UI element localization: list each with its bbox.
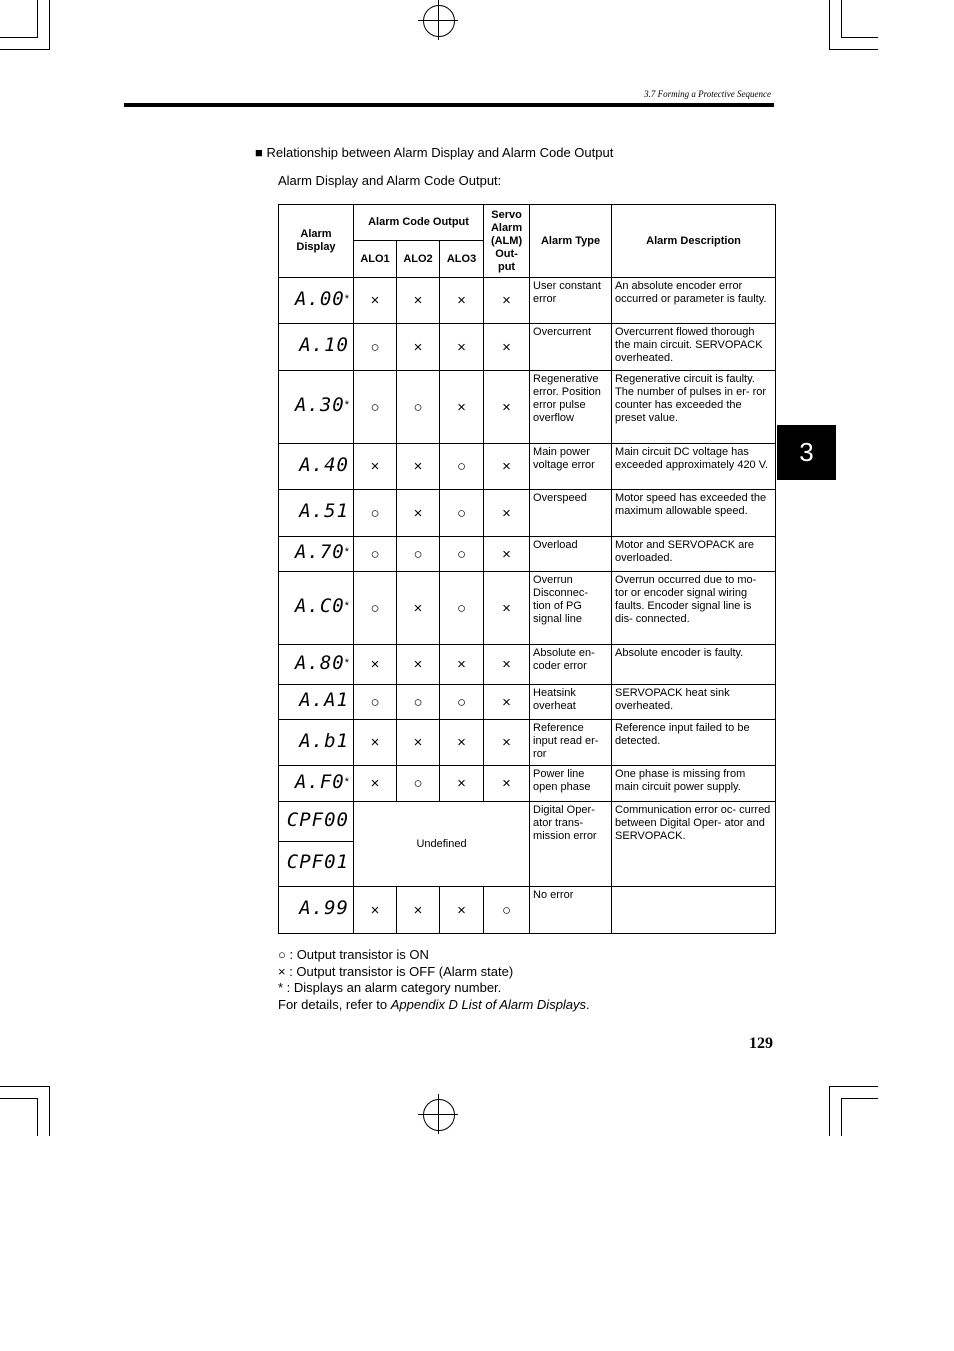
alarm-display: A.00*: [279, 278, 354, 324]
alarm-display-cpf01: CPF01: [279, 842, 354, 887]
alo1-value: ○: [354, 490, 397, 537]
header-alarm-display: Alarm Display: [279, 205, 354, 278]
alo3-value: ×: [440, 371, 484, 444]
table-row: [279, 720, 776, 766]
alarm-type: No error: [530, 887, 612, 934]
star-marker: *: [344, 292, 349, 305]
undefined-cell: Undefined: [354, 802, 530, 887]
table-row: [279, 490, 776, 537]
alarm-description: An absolute encoder error occurred or parameter is faulty.: [612, 278, 776, 324]
alo1-value: ×: [354, 278, 397, 324]
alarm-type: Main power voltage error: [530, 444, 612, 490]
alarm-description: [612, 887, 776, 934]
table-row: [279, 685, 776, 720]
alo1-value: ○: [354, 572, 397, 645]
alarm-description: One phase is missing from main circuit power supply.: [612, 766, 776, 802]
alo3-value: ×: [440, 720, 484, 766]
alarm-display: A.80*: [279, 645, 354, 685]
alarm-type: Power line open phase: [530, 766, 612, 802]
header-rule: [124, 103, 774, 107]
alo3-value: ○: [440, 572, 484, 645]
star-marker: *: [344, 775, 349, 788]
table-row: [279, 645, 776, 685]
alo2-value: ×: [397, 720, 440, 766]
table-row: [279, 278, 776, 324]
alo2-value: ○: [397, 537, 440, 572]
header-alo1: ALO1: [354, 241, 397, 278]
section-heading: ■ Relationship between Alarm Display and Alarm Code Output: [255, 145, 614, 160]
header-alarm-description: Alarm Description: [612, 205, 776, 278]
alo1-value: ×: [354, 766, 397, 802]
alarm-display: A.30*: [279, 371, 354, 444]
alo2-value: ○: [397, 766, 440, 802]
alm-value: ×: [484, 324, 530, 371]
header-alo3: ALO3: [440, 241, 484, 278]
alarm-type: Overspeed: [530, 490, 612, 537]
alo2-value: ×: [397, 887, 440, 934]
alo3-value: ×: [440, 278, 484, 324]
alo1-value: ×: [354, 887, 397, 934]
legend-on: ○ : Output transistor is ON: [278, 947, 429, 962]
header-alo2: ALO2: [397, 241, 440, 278]
star-marker: *: [344, 546, 349, 558]
alarm-display: A.b1: [279, 720, 354, 766]
alarm-display: A.10: [279, 324, 354, 371]
alarm-description-cpf: Communication error oc- curred between Digital Oper- ator and SERVOPACK.: [612, 802, 776, 887]
alo3-value: ×: [440, 645, 484, 685]
alarm-description: SERVOPACK heat sink overheated.: [612, 685, 776, 720]
alarm-description: Overcurrent flowed thorough the main circuit. SERVOPACK overheated.: [612, 324, 776, 371]
alo3-value: ×: [440, 887, 484, 934]
alarm-type: Absolute en- coder error: [530, 645, 612, 685]
appendix-reference: Appendix D List of Alarm Displays: [390, 996, 587, 1012]
star-marker: *: [344, 399, 349, 411]
alo2-value: ×: [397, 278, 440, 324]
alo1-value: ○: [354, 324, 397, 371]
page-number: 129: [749, 1035, 773, 1052]
table-caption: Alarm Display and Alarm Code Output:: [278, 173, 502, 188]
legend: [278, 947, 590, 1013]
alm-value: ×: [484, 685, 530, 720]
alarm-display: A.51: [279, 490, 354, 537]
header-alarm-code-output: Alarm Code Output: [354, 205, 484, 241]
alo1-value: ○: [354, 371, 397, 444]
alarm-type: Overload: [530, 537, 612, 572]
alarm-description: Motor and SERVOPACK are overloaded.: [612, 537, 776, 572]
table-row: [279, 444, 776, 490]
alm-value: ×: [484, 537, 530, 572]
alo2-value: ○: [397, 371, 440, 444]
alarm-display-cpf00: CPF00: [279, 802, 354, 842]
alarm-type: Overrun Disconnec- tion of PG signal line: [530, 572, 612, 645]
legend-off: × : Output transistor is OFF (Alarm state): [278, 963, 514, 979]
table-row: [279, 572, 776, 645]
alo1-value: ×: [354, 645, 397, 685]
alo3-value: ×: [440, 324, 484, 371]
alarm-description: Reference input failed to be detected.: [612, 720, 776, 766]
alo2-value: ×: [397, 572, 440, 645]
alo3-value: ○: [440, 490, 484, 537]
alo1-value: ○: [354, 537, 397, 572]
alm-value: ×: [484, 278, 530, 324]
alarm-display: A.F0*: [279, 766, 354, 802]
alm-value: ×: [484, 720, 530, 766]
alarm-type: Reference input read er- ror: [530, 720, 612, 766]
alo3-value: ○: [440, 444, 484, 490]
alarm-description: Main circuit DC voltage has exceeded approximately 420 V.: [612, 444, 776, 490]
alarm-description: Motor speed has exceeded the maximum allowable speed.: [612, 490, 776, 537]
alm-value: ○: [484, 887, 530, 934]
star-marker: *: [344, 656, 349, 669]
alarm-type: Regenerative error. Position error pulse overflow: [530, 371, 612, 444]
header-servo-alarm: Servo Alarm (ALM) Out- put: [484, 205, 530, 278]
alarm-type: Overcurrent: [530, 324, 612, 371]
alm-value: ×: [484, 371, 530, 444]
alarm-description: Overrun occurred due to mo- tor or encoder signal wiring faults. Encoder signal line is dis- connected.: [612, 572, 776, 645]
alm-value: ×: [484, 444, 530, 490]
legend-star: * : Displays an alarm category number.: [278, 980, 502, 995]
alarm-type: Heatsink overheat: [530, 685, 612, 720]
chapter-tab: 3: [777, 425, 836, 480]
alarm-type-cpf: Digital Oper- ator trans- mission error: [530, 802, 612, 887]
alarm-display: A.C0*: [279, 572, 354, 645]
alarm-display: A.A1: [279, 685, 354, 720]
alarm-type: User constant error: [530, 278, 612, 324]
alm-value: ×: [484, 490, 530, 537]
alm-value: ×: [484, 645, 530, 685]
alo2-value: ○: [397, 685, 440, 720]
alo2-value: ×: [397, 444, 440, 490]
alarm-display: A.40: [279, 444, 354, 490]
alarm-table: [278, 204, 776, 934]
alm-value: ×: [484, 572, 530, 645]
alo1-value: ×: [354, 720, 397, 766]
section-title: 3.7 Forming a Protective Sequence: [644, 89, 771, 99]
alo3-value: ○: [440, 685, 484, 720]
star-marker: *: [344, 600, 349, 612]
alo3-value: ×: [440, 766, 484, 802]
alo3-value: ○: [440, 537, 484, 572]
alo1-value: ○: [354, 685, 397, 720]
alm-value: ×: [484, 766, 530, 802]
table-row: [279, 324, 776, 371]
alarm-description: Regenerative circuit is faulty. The number of pulses in er- ror counter has exceeded the preset value.: [612, 371, 776, 444]
alo2-value: ×: [397, 490, 440, 537]
alo2-value: ×: [397, 645, 440, 685]
table-row: [279, 371, 776, 444]
table-row: [279, 537, 776, 572]
alo2-value: ×: [397, 324, 440, 371]
alo1-value: ×: [354, 444, 397, 490]
header-alarm-type: Alarm Type: [530, 205, 612, 278]
alarm-display: A.70*: [279, 537, 354, 572]
alarm-description: Absolute encoder is faulty.: [612, 645, 776, 685]
alarm-display-a99: A.99: [279, 887, 354, 934]
legend-details: For details, refer to Appendix D List of Alarm Displays.: [278, 996, 590, 1012]
table-row: [279, 766, 776, 802]
